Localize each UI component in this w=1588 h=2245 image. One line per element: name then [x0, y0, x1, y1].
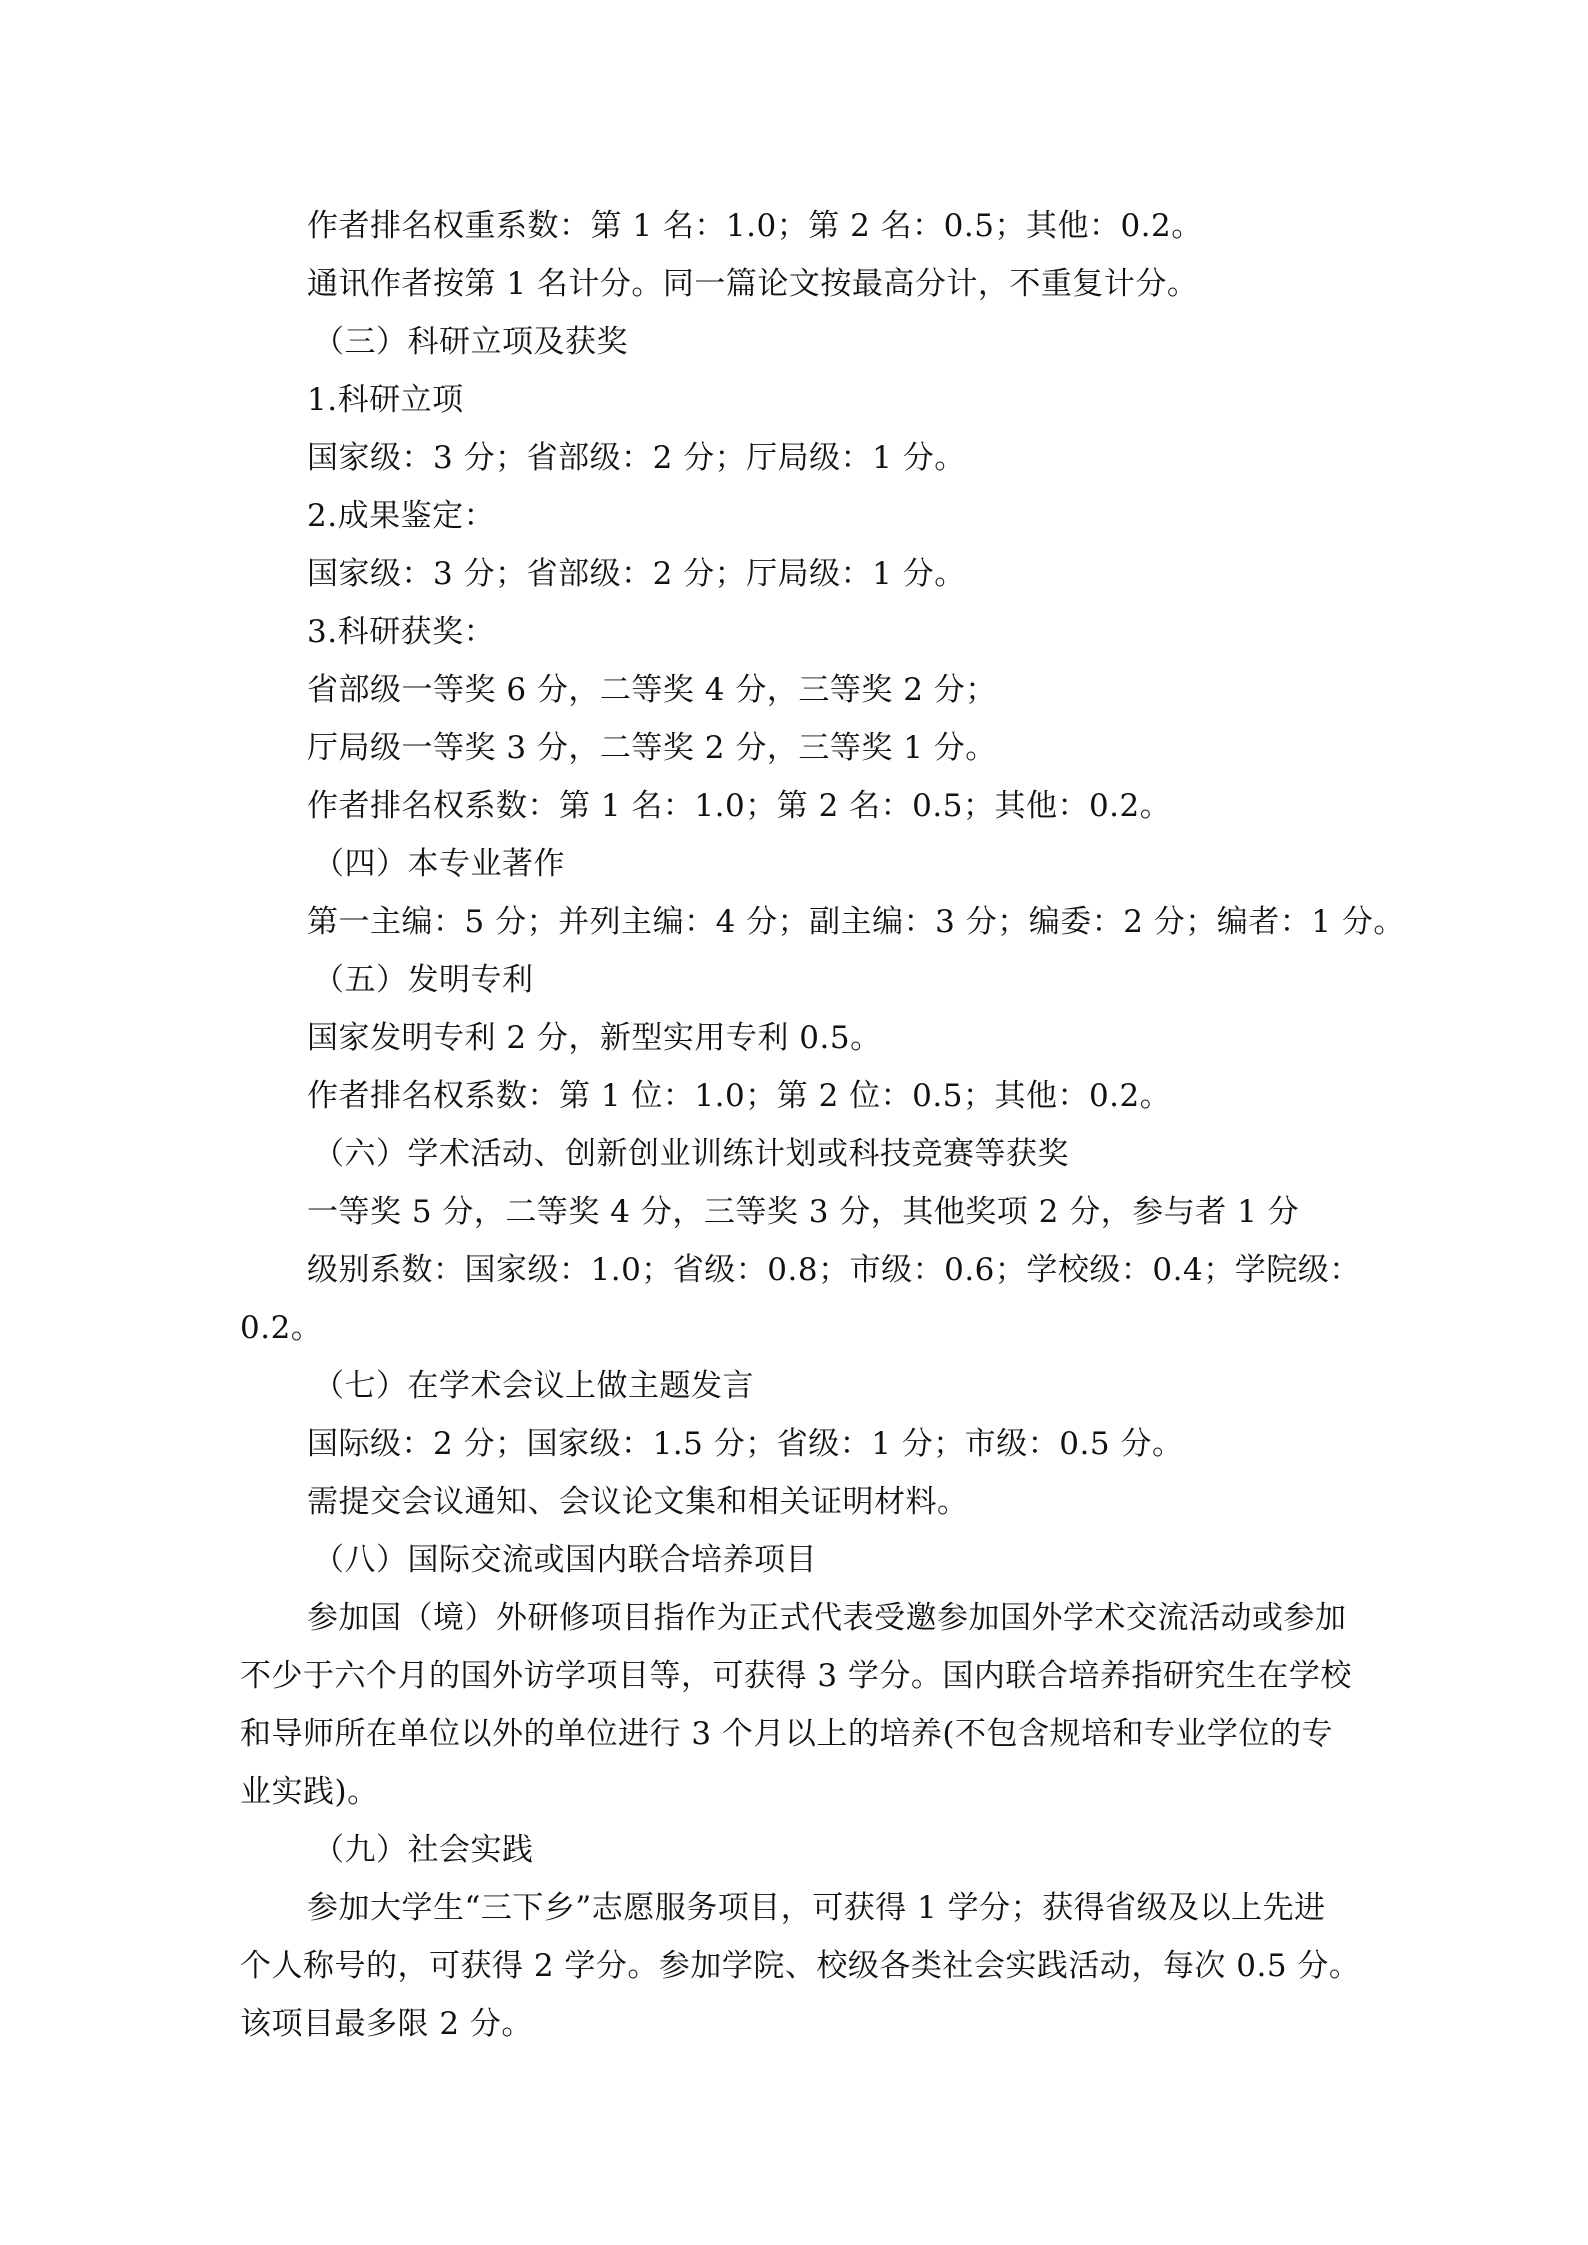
section-heading: （三）科研立项及获奖 [313, 324, 628, 360]
section-heading: （六）学术活动、创新创业训练计划或科技竞赛等获奖 [313, 1136, 1069, 1172]
text-line: 0.2。 [240, 1310, 323, 1346]
text-line: 省部级一等奖 6 分，二等奖 4 分，三等奖 2 分； [307, 672, 997, 708]
text-line: 参加大学生“三下乡”志愿服务项目，可获得 1 学分；获得省级及以上先进 [307, 1890, 1326, 1926]
text-line: 一等奖 5 分，二等奖 4 分，三等奖 3 分，其他奖项 2 分，参与者 1 分 [307, 1194, 1300, 1230]
text-line: 通讯作者按第 1 名计分。同一篇论文按最高分计，不重复计分。 [307, 266, 1199, 302]
text-line: 该项目最多限 2 分。 [240, 2006, 533, 2042]
text-line: 和导师所在单位以外的单位进行 3 个月以上的培养(不包含规培和专业学位的专 [240, 1716, 1334, 1752]
text-line: 厅局级一等奖 3 分，二等奖 2 分，三等奖 1 分。 [307, 730, 997, 766]
section-heading: （七）在学术会议上做主题发言 [313, 1368, 754, 1404]
text-line: 作者排名权系数：第 1 名：1.0；第 2 名：0.5；其他：0.2。 [307, 788, 1172, 824]
section-heading: （九）社会实践 [313, 1832, 534, 1868]
text-line: 个人称号的，可获得 2 学分。参加学院、校级各类社会实践活动，每次 0.5 分。 [240, 1948, 1361, 1984]
subsection-heading: 3.科研获奖： [307, 614, 496, 650]
text-line: 不少于六个月的国外访学项目等，可获得 3 学分。国内联合培养指研究生在学校 [240, 1658, 1352, 1694]
text-line: 级别系数：国家级：1.0；省级：0.8；市级：0.6；学校级：0.4；学院级： [307, 1252, 1361, 1288]
text-line: 业实践)。 [240, 1774, 379, 1810]
section-heading: （五）发明专利 [313, 962, 534, 998]
subsection-heading: 1.科研立项 [307, 382, 464, 418]
section-heading: （四）本专业著作 [313, 846, 565, 882]
text-line: 国家发明专利 2 分，新型实用专利 0.5。 [307, 1020, 882, 1056]
subsection-heading: 2.成果鉴定： [307, 498, 496, 534]
text-line: 参加国（境）外研修项目指作为正式代表受邀参加国外学术交流活动或参加 [307, 1600, 1347, 1636]
text-line: 国家级：3 分；省部级：2 分；厅局级：1 分。 [307, 440, 966, 476]
text-line: 需提交会议通知、会议论文集和相关证明材料。 [307, 1484, 969, 1520]
text-line: 国家级：3 分；省部级：2 分；厅局级：1 分。 [307, 556, 966, 592]
text-line: 作者排名权系数：第 1 位：1.0；第 2 位：0.5；其他：0.2。 [307, 1078, 1172, 1114]
text-line: 国际级：2 分；国家级：1.5 分；省级：1 分；市级：0.5 分。 [307, 1426, 1184, 1462]
section-heading: （八）国际交流或国内联合培养项目 [313, 1542, 817, 1578]
text-line: 第一主编：5 分；并列主编：4 分；副主编：3 分；编委：2 分；编者：1 分。 [307, 904, 1405, 940]
text-line: 作者排名权重系数：第 1 名：1.0；第 2 名：0.5；其他：0.2。 [307, 208, 1203, 244]
